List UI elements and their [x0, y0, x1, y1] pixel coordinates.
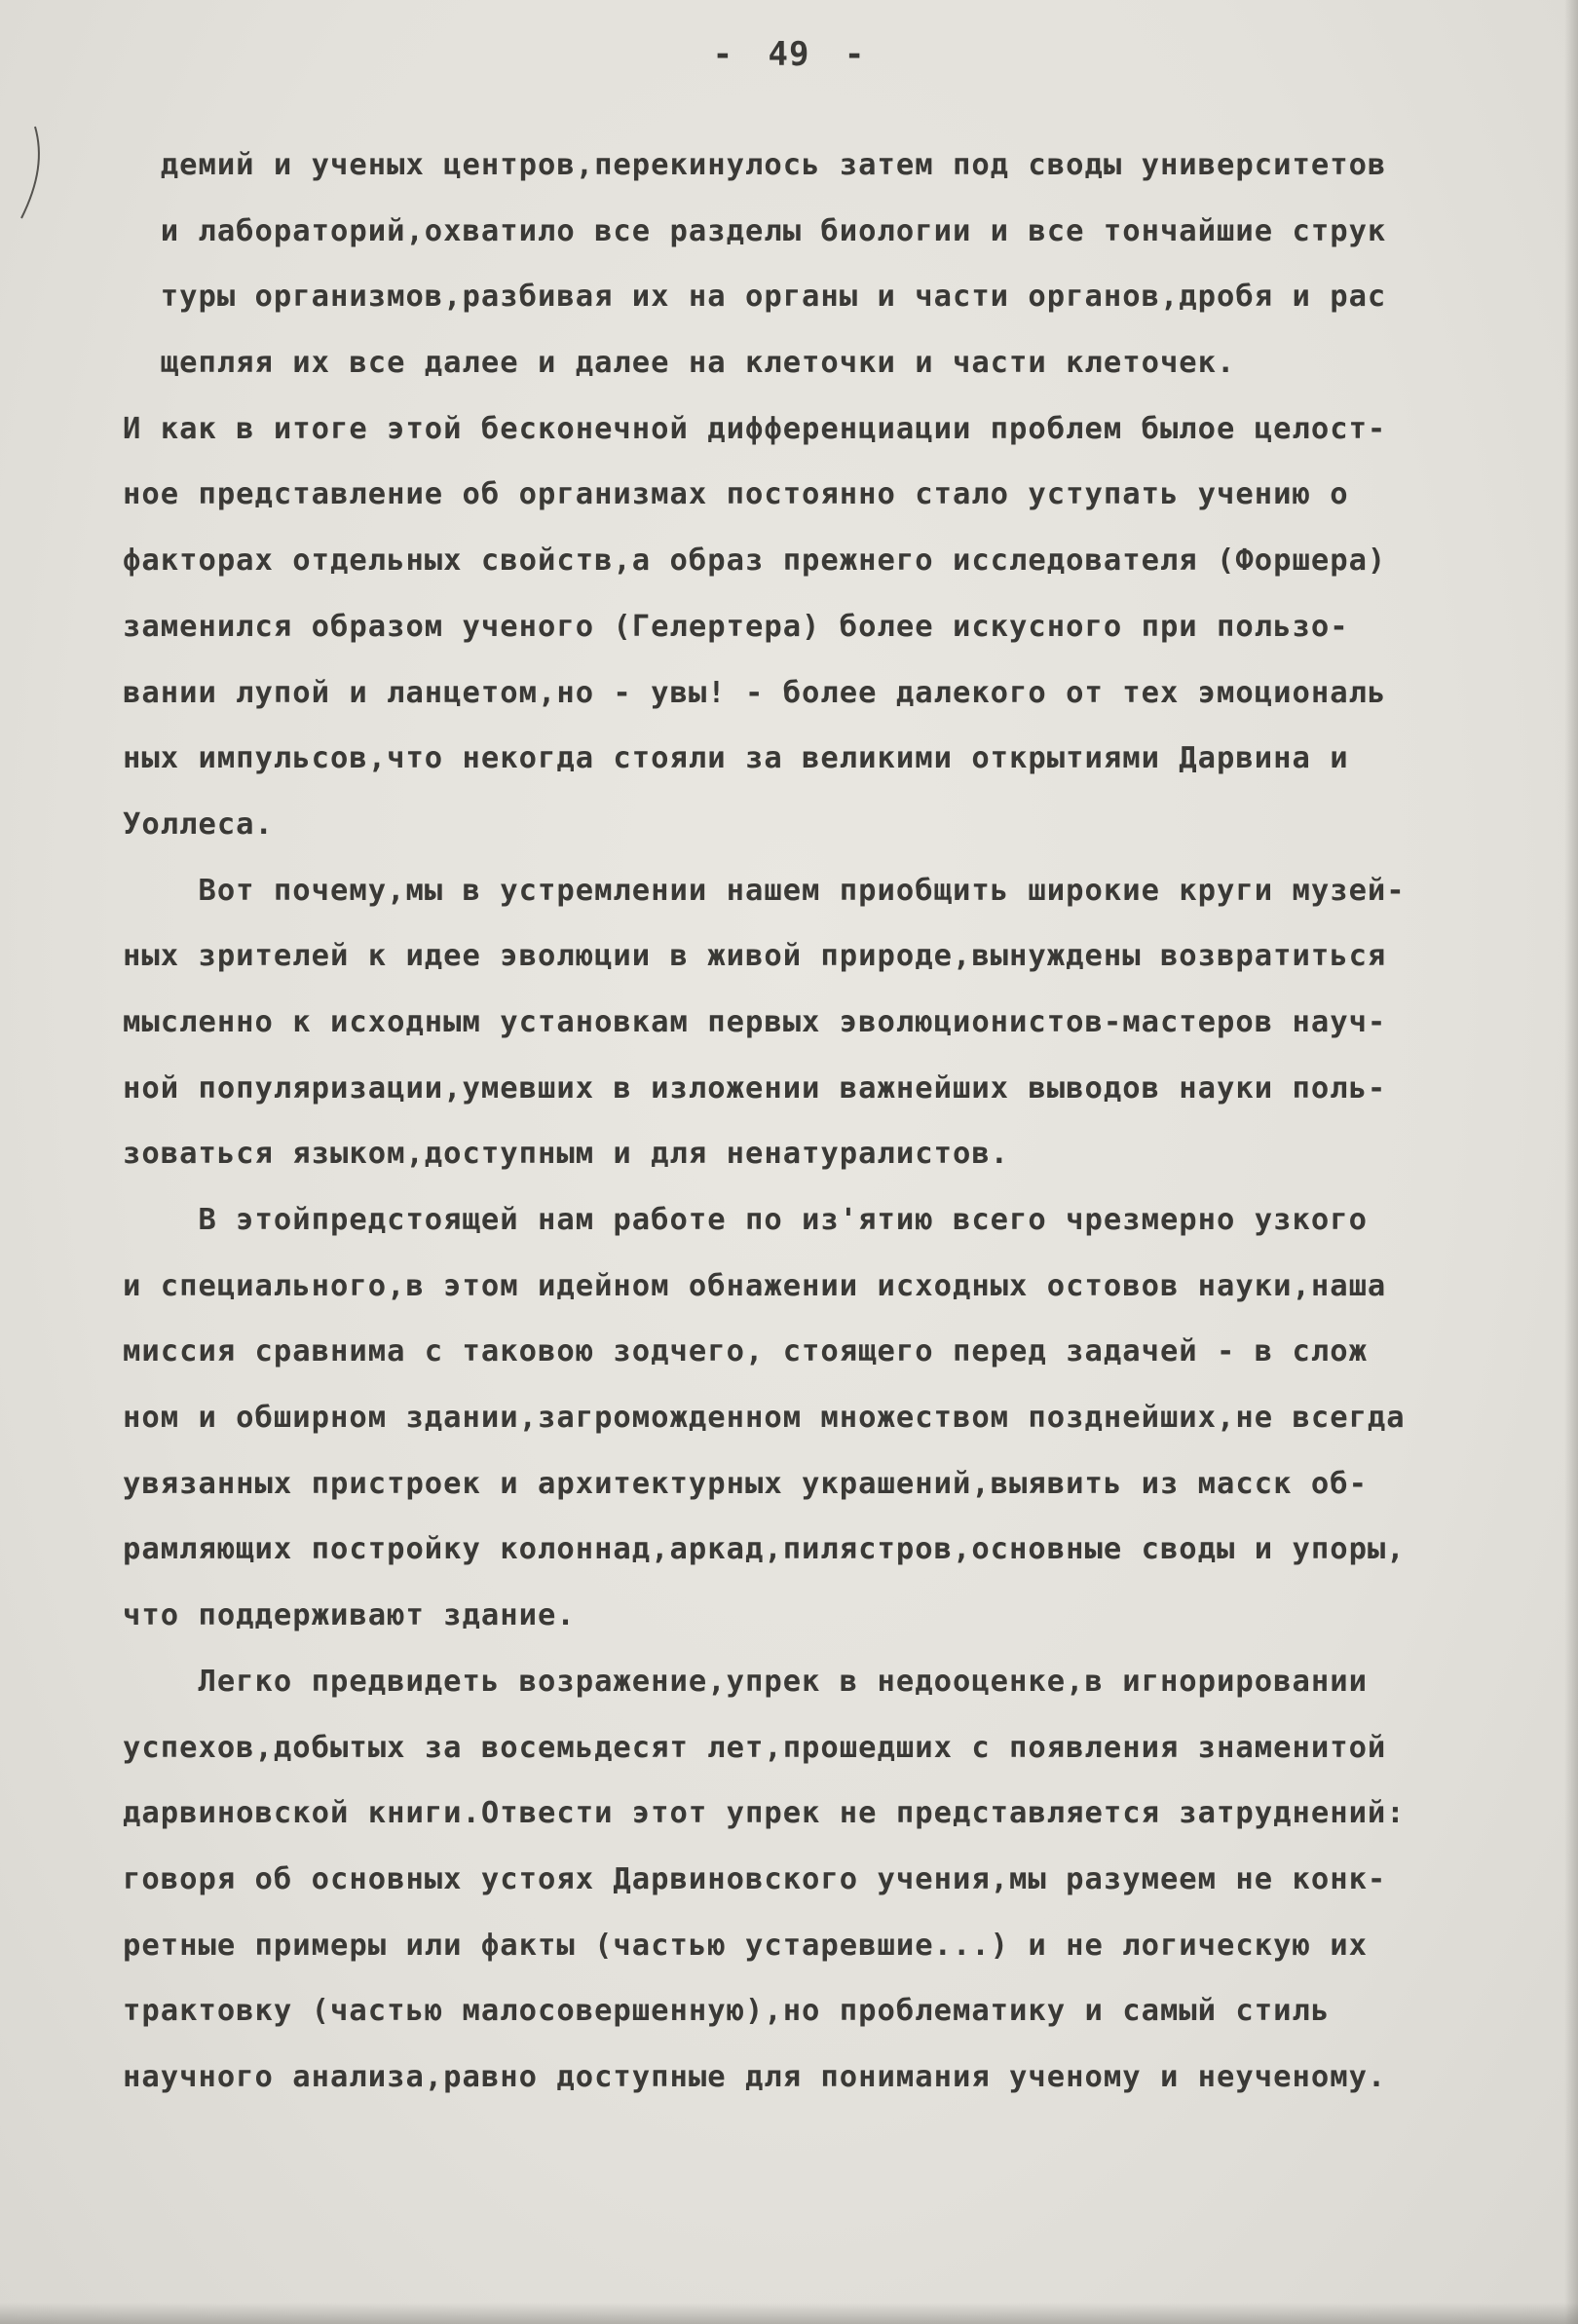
page-number: - 49 -: [712, 35, 866, 74]
text-line: успехов,добытых за восемьдесят лет,прошедших с появления знаменитой: [123, 1730, 1387, 1765]
text-line: трактовку (частью малосовершенную),но проблематику и самый стиль: [123, 1994, 1331, 2029]
text-line: заменился образом ученого (Гелертера) более искусного при пользо-: [123, 609, 1349, 644]
text-line: ретные примеры или факты (частью устаревшие...) и не логическую их: [123, 1928, 1368, 1963]
text-line: ное представление об организмах постоянно стало уступать учению о: [123, 477, 1349, 512]
text-line: научного анализа,равно доступные для понимания ученому и неученому.: [123, 2059, 1387, 2094]
text-line: ных импульсов,что некогда стояли за великими открытиями Дарвина и: [123, 741, 1349, 776]
text-line: миссия сравнима с таковою зодчего, стоящего перед задачей - в слож: [123, 1334, 1368, 1369]
text-line: демий и ученых центров,перекинулось затем под своды университетов: [123, 148, 1387, 182]
text-line: ной популяризации,умевших в изложении важнейших выводов науки поль-: [123, 1070, 1387, 1106]
page-edge-shadow: [1564, 0, 1578, 2324]
text-line: рамляющих постройку колоннад,аркад,пилястров,основные своды и упоры,: [123, 1532, 1406, 1567]
text-line: мысленно к исходным установкам первых эволюционистов-мастеров науч-: [123, 1004, 1387, 1039]
text-line: вании лупой и ланцетом,но - увы! - более далекого от тех эмоциональ: [123, 675, 1387, 710]
text-line: дарвиновской книги.Отвести этот упрек не представляется затруднений:: [123, 1796, 1406, 1831]
text-line: туры организмов,разбивая их на органы и части органов,дробя и рас: [123, 280, 1387, 315]
text-line: факторах отдельных свойств,а образ прежнего исследователя (Форшера): [123, 544, 1387, 579]
text-line: Вот почему,мы в устремлении нашем приобщить широкие круги музей-: [123, 873, 1406, 908]
text-line: ных зрителей к идее эволюции в живой природе,вынуждены возвратиться: [123, 939, 1387, 974]
text-line: говоря об основных устоях Дарвиновского учения,мы разумеем не конк-: [123, 1861, 1387, 1896]
text-line: увязанных пристроек и архитектурных украшений,выявить из масск об-: [123, 1466, 1368, 1501]
text-line: и лабораторий,охватило все разделы биологии и все тончайшие струк: [123, 213, 1387, 248]
document-body: [123, 132, 1555, 2111]
text-line: зоваться языком,доступным и для ненатуралистов.: [123, 1137, 1010, 1172]
text-line: и специального,в этом идейном обнажении исходных остовов науки,наша: [123, 1268, 1387, 1303]
text-line: Легко предвидеть возражение,упрек в недооценке,в игнорировании: [123, 1664, 1368, 1699]
text-line: что поддерживают здание.: [123, 1598, 576, 1633]
text-line: И как в итоге этой бесконечной дифференциации проблем былое целост-: [123, 411, 1387, 446]
text-line: ном и обширном здании,загроможденном множеством позднейших,не всегда: [123, 1401, 1406, 1436]
margin-pencil-mark: [18, 125, 47, 222]
text-line: щепляя их все далее и далее на клеточки и части клеточек.: [123, 346, 1236, 381]
text-line: В этойпредстоящей нам работе по из'ятию всего чрезмерно узкого: [123, 1203, 1368, 1237]
text-line: Уоллеса.: [123, 806, 274, 842]
page-bottom-shadow: [0, 2303, 1578, 2324]
